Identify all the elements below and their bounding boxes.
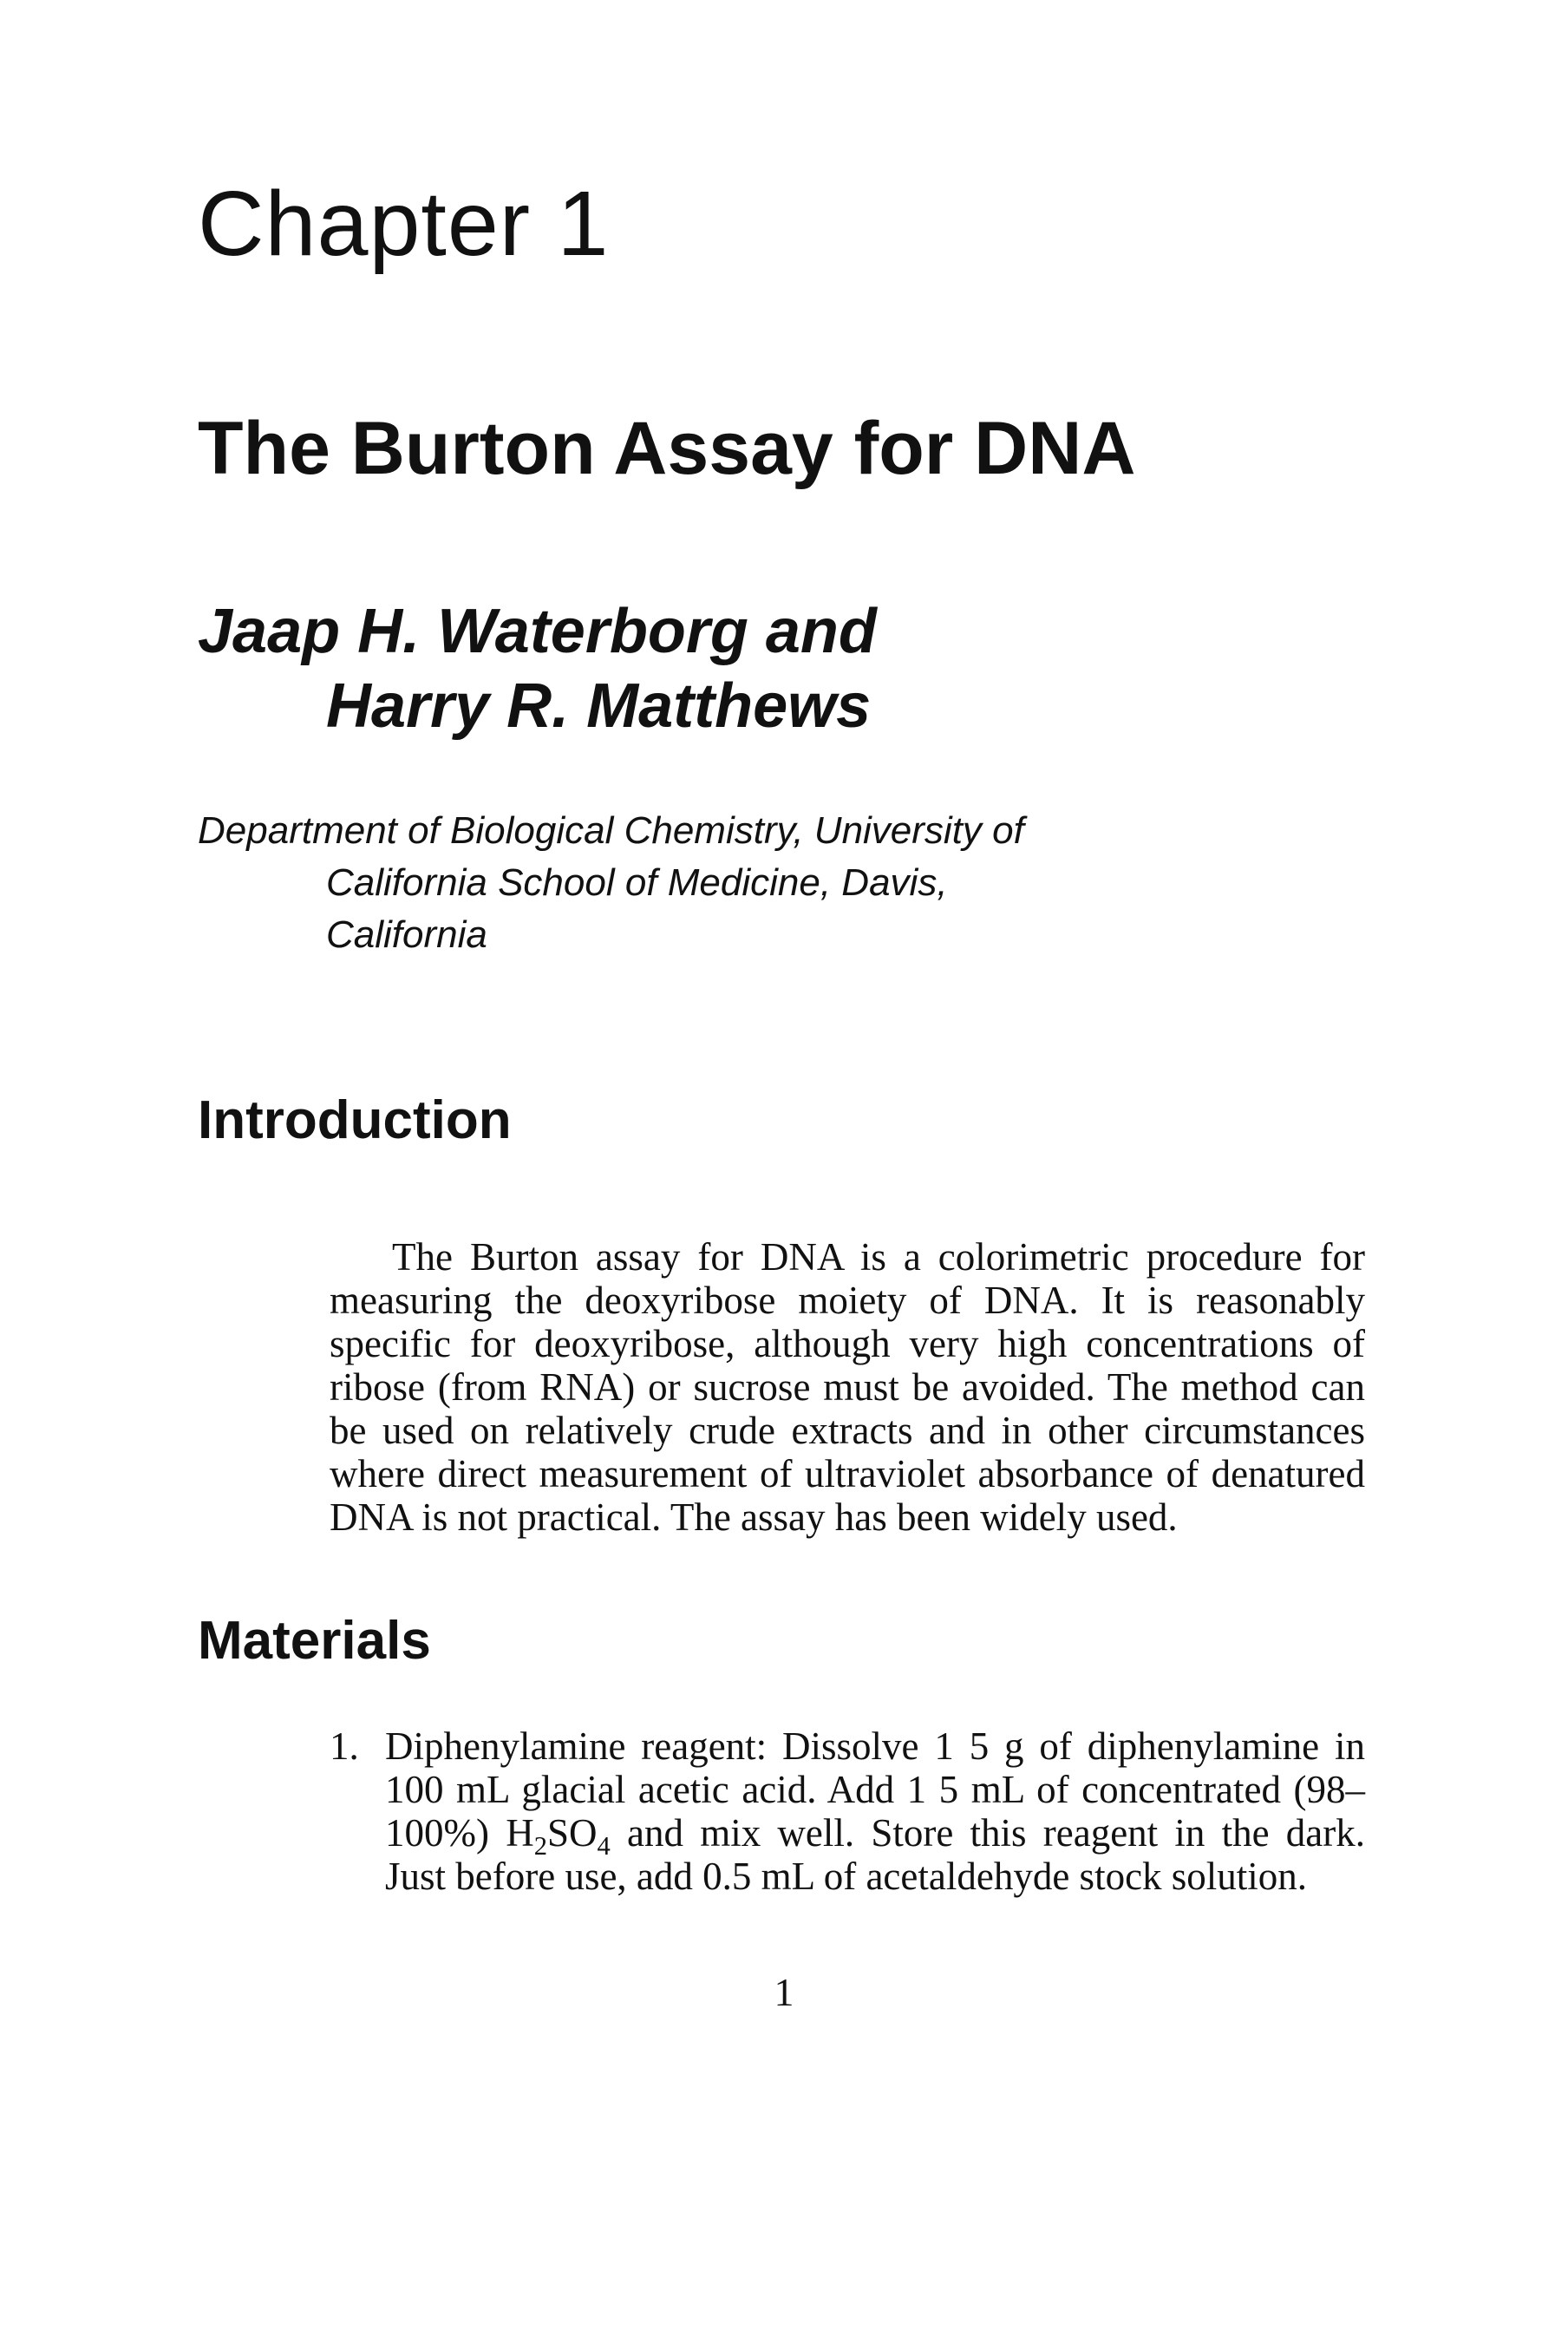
authors-line-1: Jaap H. Waterborg and [198, 597, 877, 666]
formula-so-subscript: 4 [597, 1831, 611, 1861]
materials-item-text-2: and mix well. Store this reagent in the dark. Just before use, add 0.5 mL of acetaldehyde stock solution. [385, 1811, 1365, 1898]
affiliation [198, 805, 1024, 960]
materials-heading: Materials [198, 1611, 431, 1671]
chapter-label: Chapter 1 [198, 173, 610, 275]
sulfuric-acid-formula [506, 1811, 611, 1861]
affiliation-line-3: California [326, 913, 487, 956]
introduction-paragraph: The Burton assay for DNA is a colorimetric procedure for measuring the deoxyribose moiety of DNA. It is reasonably specific for deoxyribose, although very high concentrations of ribose (from RNA) or sucrose must be avoided. The method can be used on relatively crude extracts and in other circumstances where direct measurement of ultraviolet absorbance of denatured DNA is not practical. The assay has been widely used. [330, 1235, 1365, 1539]
introduction-heading: Introduction [198, 1090, 512, 1150]
affiliation-line-1: Department of Biological Chemistry, University of [198, 809, 1024, 852]
chapter-title: The Burton Assay for DNA [198, 407, 1136, 490]
affiliation-line-2: California School of Medicine, Davis, [326, 860, 948, 904]
materials-item-number: 1. [330, 1724, 359, 1768]
authors [198, 594, 877, 744]
formula-h-subscript: 2 [533, 1831, 547, 1861]
page-number: 1 [774, 1970, 794, 2014]
authors-line-2: Harry R. Matthews [326, 671, 872, 742]
materials-list [330, 1724, 1365, 1898]
materials-item [330, 1724, 1365, 1898]
formula-so: SO [546, 1811, 598, 1855]
materials-item-text-1: Diphenylamine reagent: Dissolve 1 5 g of diphenylamine in 100 mL glacial acetic acid. Add 1 5 mL of concentrated (98–100%) [385, 1724, 1365, 1855]
formula-h: H [506, 1811, 534, 1855]
